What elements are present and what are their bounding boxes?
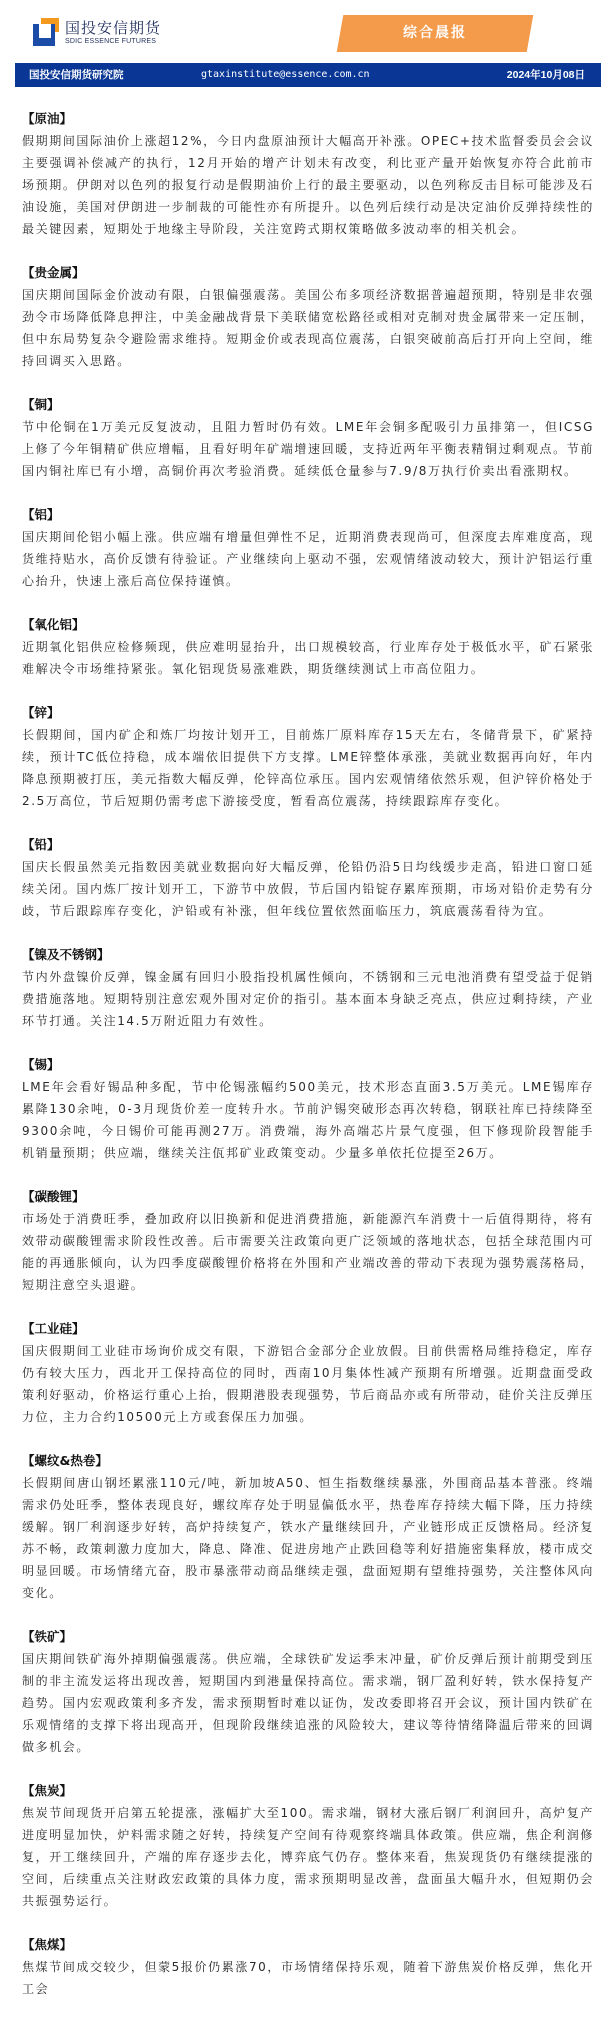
- section-text: 节内外盘镍价反弹，镍金属有回归小股指投机属性倾向，不锈钢和三元电池消费有望受益于促销费措施落地。短期特别注意宏观外围对定价的指引。基本面本身缺乏亮点，供应过剩持续，产业环节打通。关注14.5万附近阻力有效性。: [22, 970, 594, 1028]
- section-title: 【焦煤】: [22, 1937, 73, 1952]
- section-aluminum: [22, 504, 594, 592]
- section-title: 【工业硅】: [22, 1321, 85, 1336]
- section-title: 【螺纹&热卷】: [22, 1453, 108, 1468]
- report-date: 2024年10月08日: [506, 69, 585, 81]
- section-text: 长假期间唐山钢坯累涨110元/吨，新加坡A50、恒生指数继续暴涨，外围商品基本普涨。终端需求仍处旺季，整体表现良好，螺纹库存处于明显偏低水平，热卷库存持续大幅下降，压力持续缓解。钢厂利润逐步好转，高炉持续复产，铁水产量继续回升，产业链形成正反馈格局。经济复苏不畅，政策刺激力度加大，降息、降准、促进房地产止跌回稳等利好措施密集释放，楼市成交明显回暖。市场情绪亢奋，股市暴涨带动商品继续走强，盘面短期有望维持强势，关注整体风向变化。: [22, 1476, 594, 1600]
- section-text: 市场处于消费旺季，叠加政府以旧换新和促进消费措施，新能源汽车消费十一后值得期待，将有效带动碳酸锂需求阶段性改善。后市需要关注政策向更广泛领域的落地状态，包括全球范围内可能的再通胀倾向，认为四季度碳酸锂价格将在外围和产业端改善的带动下表现为强势震荡格局，短期注意空头退避。: [22, 1212, 594, 1292]
- section-precious-metals: [22, 262, 594, 372]
- section-coke: [22, 1780, 594, 1912]
- section-crude-oil: [22, 108, 594, 240]
- info-bar: [15, 63, 601, 87]
- contact-email[interactable]: gtaxinstitute@essence.com.cn: [201, 69, 370, 80]
- section-alumina: [22, 614, 594, 680]
- section-lead: [22, 834, 594, 922]
- institute-name: 国投安信期货研究院: [29, 69, 124, 81]
- company-logo: [33, 16, 173, 52]
- section-text: 国庆期间铁矿海外掉期偏强震荡。供应端，全球铁矿发运季末冲量，矿价反弹后预计前期受到压制的非主流发运将出现改善，短期国内到港量保持高位。需求端，钢厂盈利好转，铁水保持复产趋势。国内宏观政策利多齐发，需求预期暂时难以证伪，发改委即将召开会议，预计国内铁矿在乐观情绪的支撑下将出现高开，但现阶段继续追涨的风险较大，建议等待情绪降温后带来的回调做多机会。: [22, 1652, 594, 1754]
- report-type-label: 综合晨报: [403, 25, 467, 41]
- section-text: 焦煤节间成交较少，但蒙5报价仍累涨70，市场情绪保持乐观，随着下游焦炭价格反弹，焦化开工会: [22, 1960, 594, 1996]
- section-nickel-stainless: [22, 944, 594, 1032]
- logo-mark-icon: [33, 18, 59, 46]
- section-text: 近期氧化铝供应检修频现，供应难明显抬升，出口规模较高，行业库存处于极低水平，矿石紧张难解决令市场维持紧张。氧化铝现货易涨难跌，期货继续测试上市高位阻力。: [22, 640, 594, 676]
- section-title: 【铝】: [22, 507, 60, 522]
- section-title: 【碳酸锂】: [22, 1189, 85, 1204]
- section-tin: [22, 1054, 594, 1164]
- section-industrial-silicon: [22, 1318, 594, 1428]
- section-title: 【镍及不锈钢】: [22, 947, 110, 962]
- section-iron-ore: [22, 1626, 594, 1758]
- section-title: 【贵金属】: [22, 265, 85, 280]
- logo-english-name: SDIC ESSENCE FUTURES: [65, 38, 157, 45]
- section-lithium-carbonate: [22, 1186, 594, 1296]
- section-text: 节中伦铜在1万美元反复波动，且阻力暂时仍有效。LME年会铜多配吸引力虽排第一，但ICSG上修了今年铜精矿供应增幅，且看好明年矿端增速回暖，支持近两年平衡表精铜过剩观点。节前国内铜社库已有小增，高铜价再次考验消费。延续低仓量参与7.9/8万执行价卖出看涨期权。: [22, 420, 594, 478]
- section-rebar-hrc: [22, 1450, 594, 1604]
- section-zinc: [22, 702, 594, 812]
- section-text: 长假期间，国内矿企和炼厂均按计划开工，目前炼厂原料库存15天左右，冬储背景下，矿紧持续，预计TC低位持稳，成本端依旧提供下方支撑。LME锌整体承涨，美就业数据再向好，年内降息预期被打压，美元指数大幅反弹，伦锌高位承压。国内宏观情绪依然乐观，但沪锌价格处于2.5万高位，节后短期仍需考虑下游接受度，暂看高位震荡，持续跟踪库存变化。: [22, 728, 594, 808]
- section-title: 【铜】: [22, 397, 60, 412]
- section-text: 国庆期间伦铝小幅上涨。供应端有增量但弹性不足，近期消费表现尚可，但深度去库难度高，现货维持贴水，高价反馈有待验证。产业继续向上驱动不强，宏观情绪波动较大，预计沪铝运行重心抬升，快速上涨后高位保持谨慎。: [22, 530, 594, 588]
- section-copper: [22, 394, 594, 482]
- logo-chinese-name: 国投安信期货: [65, 19, 162, 37]
- section-text: 假期期间国际油价上涨超12%，今日内盘原油预计大幅高开补涨。OPEC+技术监督委员会会议主要强调补偿减产的执行，12月开始的增产计划未有改变，利比亚产量开始恢复亦符合此前市场预期。伊朗对以色列的报复行动是假期油价上行的最主要驱动，以色列称反击目标可能涉及石油设施，美国对伊朗进一步制裁的可能性亦有所提升。以色列后续行动是决定油价反弹持续性的最关键因素，短期处于地缘主导阶段，关注宽跨式期权策略做多波动率的相关机会。: [22, 134, 594, 236]
- section-text: 国庆期间国际金价波动有限，白银偏强震荡。美国公布多项经济数据普遍超预期，特别是非农强劲令市场降低降息押注，中美金融战背景下美联储宽松路径或相对克制对贵金属带来一定压制，但中东局势复杂令避险需求维持。短期金价或表现高位震荡，白银突破前高后打开向上空间，维持回调买入思路。: [22, 288, 594, 368]
- section-text: LME年会看好锡品种多配，节中伦锡涨幅约500美元，技术形态直面3.5万美元。LME锡库存累降130余吨，0-3月现货价差一度转升水。节前沪锡突破形态再次转稳，钢联社库已持续降至9300余吨，今日锡价可能再测27万。消费端，海外高端芯片景气度强，但下修现阶段智能手机销量预期；供应端，继续关注佤邦矿业政策变动。少量多单依托位提至26万。: [22, 1080, 594, 1160]
- section-text: 国庆假期间工业硅市场询价成交有限，下游铝合金部分企业放假。目前供需格局维持稳定，库存仍有较大压力，西北开工保持高位的同时，西南10月集体性减产预期有所增强。近期盘面受政策利好驱动，价格运行重心上抬，假期港股表现强势，节后商品亦或有所带动，硅价关注反弹压力位，主力合约10500元上方或套保压力加强。: [22, 1344, 594, 1424]
- section-title: 【锌】: [22, 705, 60, 720]
- section-coking-coal: [22, 1934, 594, 2000]
- report-body: [22, 108, 594, 2022]
- section-title: 【氧化铝】: [22, 617, 85, 632]
- section-title: 【焦炭】: [22, 1783, 73, 1798]
- section-title: 【铁矿】: [22, 1629, 73, 1644]
- section-title: 【铅】: [22, 837, 60, 852]
- section-title: 【原油】: [22, 111, 73, 126]
- report-header: [0, 0, 615, 95]
- section-text: 国庆长假虽然美元指数因美就业数据向好大幅反弹，伦铅仍沿5日均线缓步走高，铅进口窗口延续关闭。国内炼厂按计划开工，下游节中放假，节后国内铅锭存累库预期，市场对铅价走势有分歧，节后跟踪库存变化，沪铅或有补涨，但年线位置依然面临压力，筑底震荡看待为宜。: [22, 860, 594, 918]
- section-text: 焦炭节间现货开启第五轮提涨，涨幅扩大至100。需求端，钢材大涨后钢厂利润回升，高炉复产进度明显加快，炉料需求随之好转，持续复产空间有待观察终端具体政策。供应端，焦企利润修复，开工继续回升，产端的库存逐步去化，博弈底气仍存。整体来看，焦炭现货仍有继续提涨的空间，后续重点关注财政宏政策的具体力度，需求预期明显改善，盘面虽大幅升水，但短期仍会共振强势运行。: [22, 1806, 594, 1908]
- section-title: 【锡】: [22, 1057, 60, 1072]
